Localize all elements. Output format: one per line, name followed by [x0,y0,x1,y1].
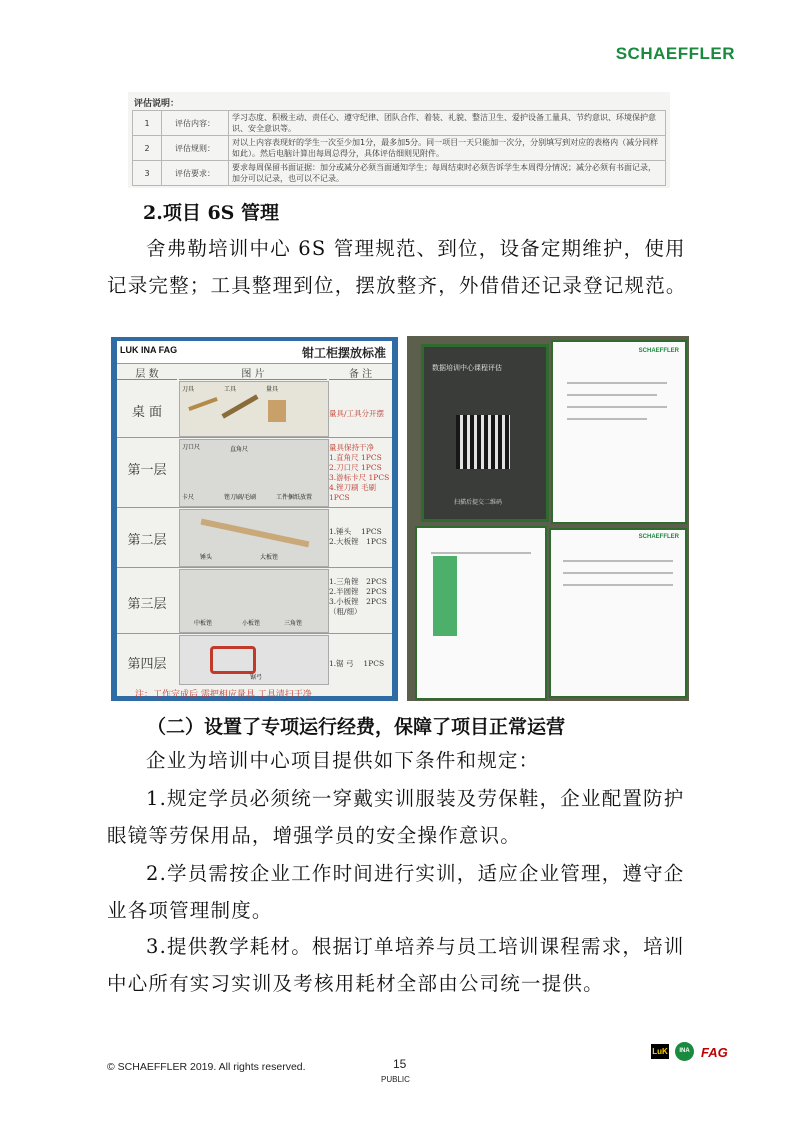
row-number: 2 [133,136,162,161]
saw-tool [210,646,256,674]
note-layer3 [329,577,387,617]
note-line: 3.游标卡尺 1PCS [329,473,390,482]
text-line [431,552,531,554]
note-line: 1.直角尺 1PCS [329,453,382,462]
note-layer4: 1.锯 弓 1PCS [329,659,385,668]
cabinet-board [117,341,392,700]
tool-label: 三角锉 [284,620,303,627]
layer-label: 第二层 [127,533,167,548]
luk-logo-icon: LuK [651,1044,669,1059]
tool-label: 直角尺 [230,446,249,453]
layer3-tray [179,569,329,633]
column-header: 层 数 [117,365,177,380]
layer-label: 第一层 [127,463,167,478]
note-line: 1.三角锉 2PCS [329,577,387,586]
tool-label: 卡尺 [182,494,195,501]
copyright: © SCHAEFFLER 2019. All rights reserved. [107,1061,306,1073]
column-header: 图 片 [179,365,327,380]
document-poster [551,340,687,524]
text-line [563,572,673,574]
board-title: 钳工柜摆放标准 [301,346,386,360]
paragraph-rule-3: 3.提供教学耗材。根据订单培养与员工培训课程需求，培训中心所有实习实训及考核用耗材全部由公司统一提供。 [107,935,685,995]
board-brand-logo: LUK INA FAG [120,345,178,355]
tool-label: 小板锉 [242,620,261,627]
text-line [567,394,657,396]
qr-caption: 扫描后提交二维码 [454,499,503,506]
eval-title: 评估说明： [134,99,180,109]
paragraph-rule-1: 1.规定学员必须统一穿戴实训服装及劳保鞋，企业配置防护眼镜等劳保用品，增强学员的安全操作意识。 [107,787,685,847]
text-line [563,584,673,586]
tool-label: 刀口尺 [182,444,201,451]
tool-label: 刀具 [182,386,195,393]
file-tool [201,519,310,548]
green-column [433,556,457,636]
layer-label: 桌 面 [131,405,163,420]
evaluation-table-photo [128,92,670,188]
brand-logos [651,1042,741,1064]
tool-cabinet-photo [111,337,398,701]
table-row [133,111,666,136]
qr-code-icon [456,415,510,469]
divider [117,633,392,634]
table-row [133,161,666,186]
board-header [117,341,392,364]
text-line [567,406,667,408]
tool-label: 工具 [224,386,237,393]
board-footnote: 注：工作完成后 需把相应量具 工具清扫干净 [135,690,312,700]
brush-tool [221,394,258,418]
row-text: 要求每周保留书面证据：加分或减分必须当面通知学生；每周结束时必须告诉学生本周得分情况；减分必须有书面记录，加分可以记录，也可以不记录。 [229,161,666,186]
row-text: 学习态度、积极主动、责任心、遵守纪律、团队合作、着装、礼貌、整洁卫生、爱护设备工量具、节约意识、环境保护意识、安全意识等。 [229,111,666,136]
row-key: 评估要求： [162,161,229,186]
table-row [133,136,666,161]
wall-posters-photo [407,336,689,701]
section-heading-funding: （二）设置了专项运行经费，保障了项目正常运营 [147,716,566,738]
layer-label: 第四层 [127,657,167,672]
tool-label: 锉刀刷/毛刷 [224,494,257,501]
row-key: 评估规则： [162,136,229,161]
qr-poster [421,344,549,522]
paragraph-conditions: 企业为培训中心项目提供如下条件和规定： [146,749,540,772]
note-line: 2.半圆锉 2PCS [329,587,387,596]
note-line: 2.刀口尺 1PCS [329,463,382,472]
text-line [567,418,647,420]
schaeffler-logo: SCHAEFFLER [615,44,735,63]
ina-logo-icon: INA [675,1042,694,1061]
tool-label: 大板锉 [260,554,279,561]
text-line [567,382,667,384]
text-line [563,560,673,562]
fag-logo-icon: FAG [701,1045,728,1060]
note-line: （粗/细） [329,607,362,616]
row-number: 3 [133,161,162,186]
tool-label: 工件捆纸放置 [276,494,313,501]
paragraph-rule-2: 2.学员需按企业工作时间进行实训，适应企业管理，遵守企业各项管理制度。 [107,862,685,922]
note-line: 1.锤头 1PCS [329,527,382,536]
layer4-tray [179,635,329,685]
tool-label: 量具 [266,386,279,393]
layer1-tray [179,439,329,507]
doc-brand: SCHAEFFLER [638,348,679,354]
note-layer2 [329,527,387,547]
note-layer1 [329,443,392,503]
tool-label: 中板锉 [194,620,213,627]
divider [117,437,392,438]
section-heading-6s: 2.项目 6S 管理 [143,202,280,224]
note-line: 量具保持干净 [329,443,374,452]
gauge-tool [268,400,286,422]
page-number: 15 [393,1057,407,1071]
tool-label: 锯弓 [250,674,263,681]
knife-tool [188,397,218,411]
column-header: 备 注 [329,365,392,380]
checklist-poster [549,528,687,698]
qr-poster-title: 数据培训中心课程评估 [432,364,502,372]
row-text: 对以上内容表现好的学生一次至少加1分，最多加5分。同一项目一天只能加一次分，分别填写到对应的表格内（减分同样如此）。然后电脑计算出每周总得分，具体评估细则见附件。 [229,136,666,161]
classification-label: PUBLIC [381,1075,410,1084]
note-line: 4.锉刀刷 毛刷 1PCS [329,483,377,502]
tool-label: 锤头 [200,554,213,561]
note-line: 3.小板锉 2PCS [329,597,387,606]
note-line: 2.大板锉 1PCS [329,537,387,546]
table-poster [415,526,547,700]
note-desk: 量具/工具分开摆 [329,409,385,418]
paragraph-6s: 舍弗勒培训中心 6S 管理规范、到位，设备定期维护，使用记录完整；工具整理到位，摆放整齐，外借借还记录登记规范。 [107,237,687,297]
eval-table [132,110,666,186]
divider [117,507,392,508]
row-key: 评估内容： [162,111,229,136]
desk-tools [179,381,329,437]
doc-brand: SCHAEFFLER [638,534,679,540]
divider [117,567,392,568]
layer2-tray [179,509,329,567]
row-number: 1 [133,111,162,136]
layer-label: 第三层 [127,597,167,612]
